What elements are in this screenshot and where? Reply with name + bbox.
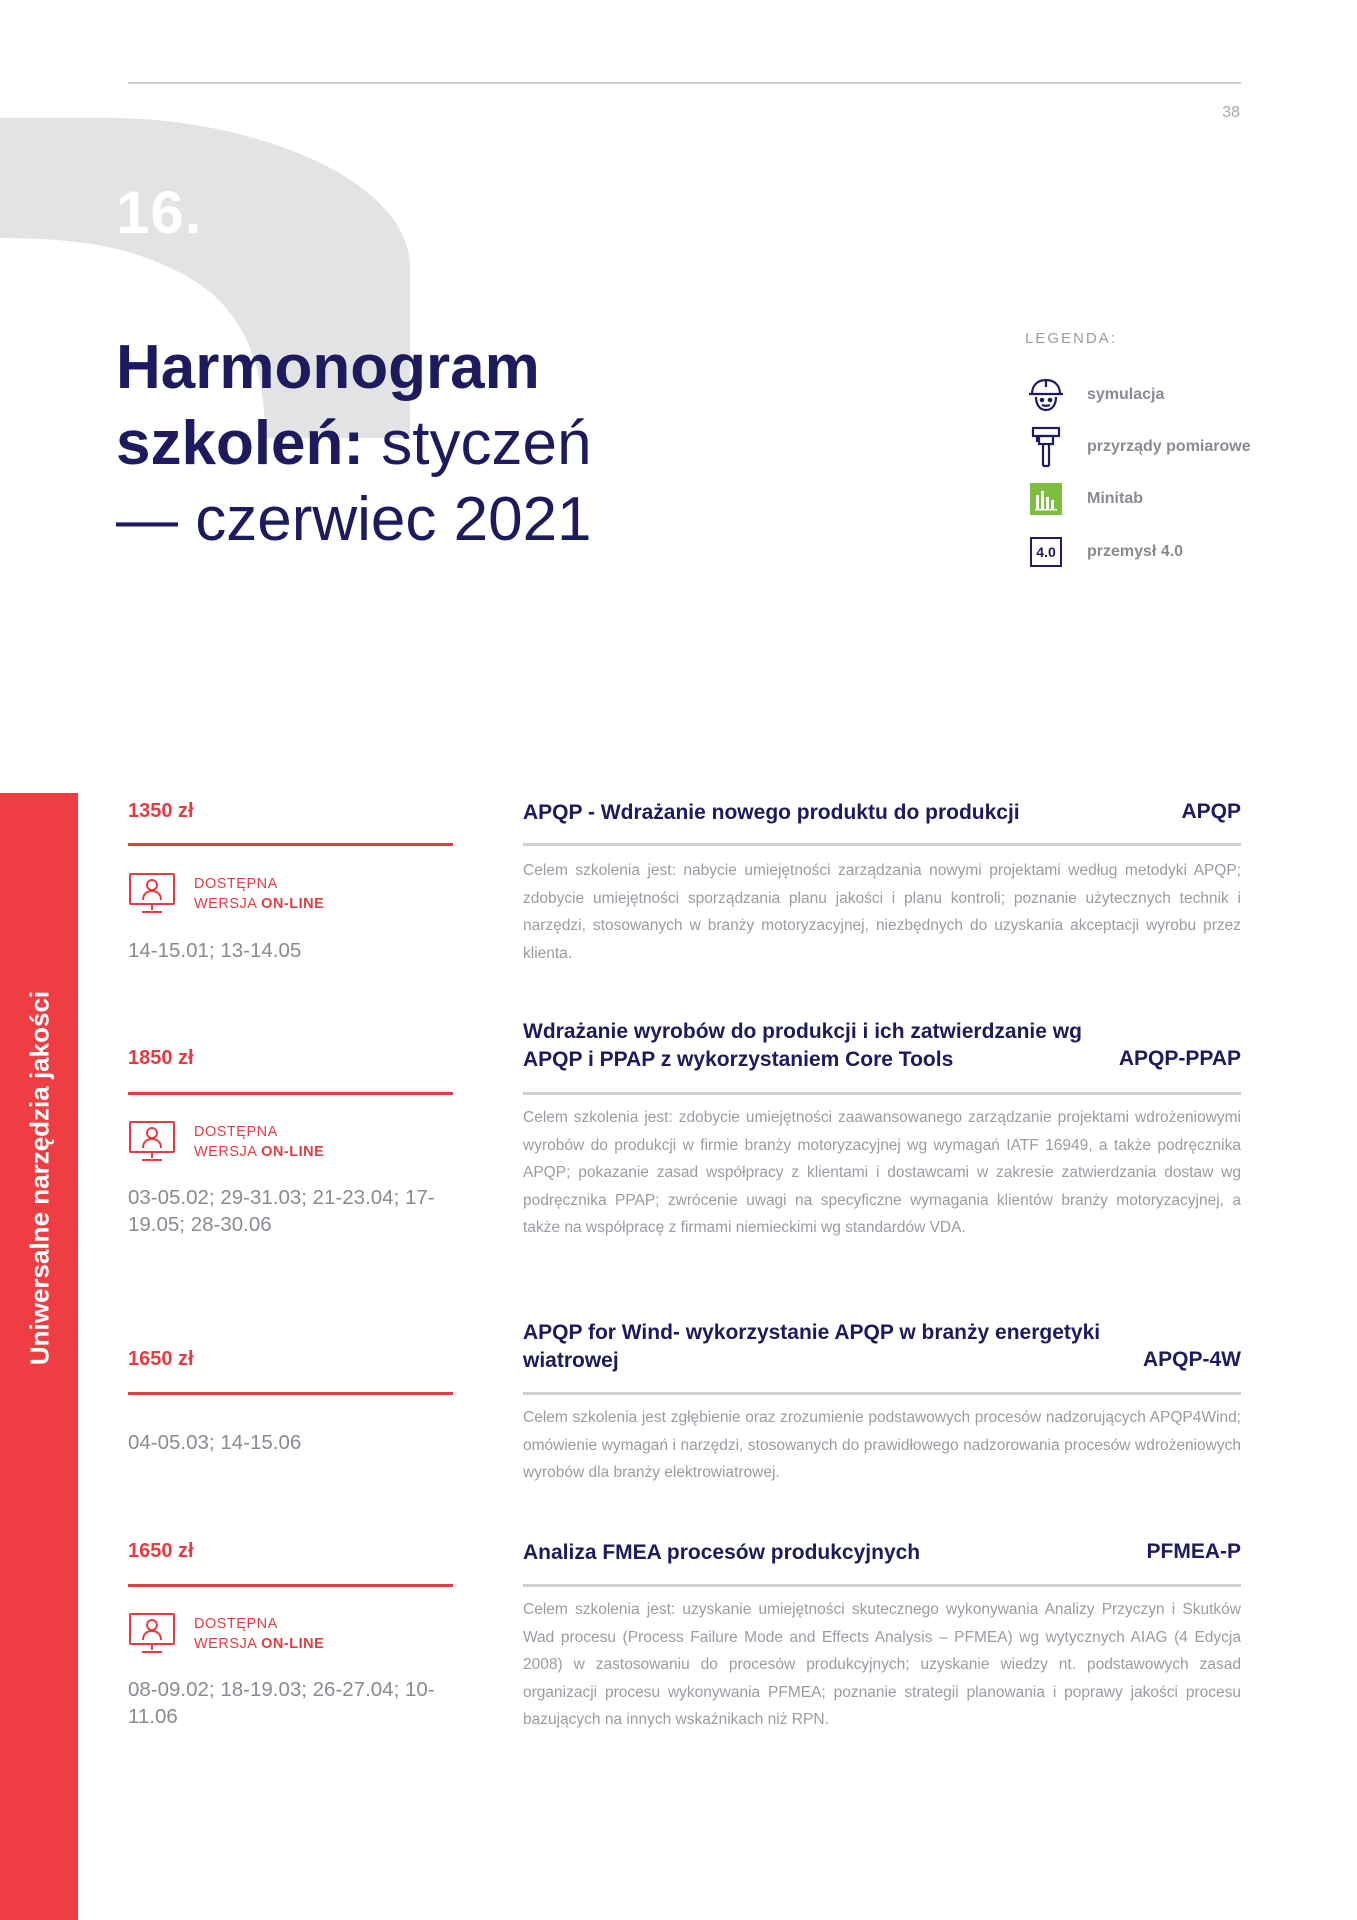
online-badge xyxy=(128,1612,324,1656)
price-rule xyxy=(128,1392,453,1395)
online-line1: DOSTĘPNA xyxy=(194,1124,278,1140)
course-rule xyxy=(523,1584,1241,1587)
course-price: 1650 zł xyxy=(128,1540,194,1562)
course-description: Celem szkolenia jest: uzyskanie umiejętności skutecznego wykonywania Analizy Przyczyn i Skutków Wad procesu (Process Failure Mode and Effects Analysis – PFMEA) wg wytycznych AIAG (4 Edycja 2008) w zastosowaniu do procesów produkcyjnych; uzyskanie wiedzy nt. podstawowych zasad organizacji procesu wykonywania PFMEA; poznanie strategii planowania i poprawy jakości procesu bazujących na innych wskaźnikach niż RPN. xyxy=(523,1601,1241,1728)
online-line1: DOSTĘPNA xyxy=(194,876,278,892)
price-rule xyxy=(128,843,453,846)
online-badge xyxy=(128,1120,324,1164)
online-monitor-icon xyxy=(128,1612,176,1656)
industry-4-icon xyxy=(1025,531,1067,573)
course-title: APQP - Wdrażanie nowego produktu do produkcji xyxy=(523,801,1020,824)
course-code: APQP-PPAP xyxy=(1118,1047,1241,1070)
online-line2b: ON-LINE xyxy=(261,896,325,912)
legend-item-symulacja xyxy=(1025,374,1164,416)
course-dates: 08-09.02; 18-19.03; 26-27.04; 10-11.06 xyxy=(128,1678,435,1728)
course-rule xyxy=(523,843,1241,846)
course-title: APQP for Wind- wykorzystanie APQP w branży energetyki wiatrowej xyxy=(523,1321,1101,1372)
online-line2b: ON-LINE xyxy=(261,1144,325,1160)
course-dates: 04-05.03; 14-15.06 xyxy=(128,1431,302,1454)
course-description: Celem szkolenia jest: zdobycie umiejętności zaawansowanego zarządzanie projektami wdrożeniowymi wyrobów do produkcji w firmie branży motoryzacyjnej wg wymagań IATF 16949, a także podręcznika APQP; pokazanie zasad współpracy z klientami i dostawcami w zakresie zatwierdzania dostaw wg podręcznika PPAP; zwrócenie uwagi na specyficzne wymagania klientów branży motoryzacyjnej, a także na współpracę z firmami niemieckimi wg standardów VDA. xyxy=(523,1109,1241,1236)
title-light-2: — czerwiec 2021 xyxy=(116,485,592,554)
sidebar-text: Uniwersalne narzędzia jakości xyxy=(24,990,55,1366)
legend-label: symulacja xyxy=(1087,386,1165,403)
legend-item-minitab xyxy=(1025,478,1143,520)
legend-label: Minitab xyxy=(1087,490,1143,507)
top-rule xyxy=(128,82,1241,84)
course-code: APQP-4W xyxy=(1142,1348,1241,1371)
course-price: 1850 zł xyxy=(128,1047,194,1069)
worker-helmet-icon xyxy=(1025,374,1067,416)
minitab-icon xyxy=(1025,478,1067,520)
course-dates: 14-15.01; 13-14.05 xyxy=(128,939,302,962)
legend-label: przemysł 4.0 xyxy=(1087,543,1184,560)
page-title xyxy=(116,330,592,558)
course-code: APQP xyxy=(1181,800,1241,823)
legend-title: LEGENDA: xyxy=(1025,330,1117,347)
online-line2b: ON-LINE xyxy=(261,1636,325,1652)
online-monitor-icon xyxy=(128,1120,176,1164)
title-light-1: styczeń xyxy=(381,409,592,478)
course-dates: 03-05.02; 29-31.03; 21-23.04; 17-19.05; 28-30.06 xyxy=(128,1186,435,1236)
price-rule xyxy=(128,1092,453,1095)
legend-item-przyrzady xyxy=(1025,426,1251,468)
course-description: Celem szkolenia jest zgłębienie oraz zrozumienie podstawowych procesów nadzorujących APQP4Wind; omówienie wymagań i narzędzi, stosowanych do prawidłowego nadzorowania procesów wdrożeniowych wyrobów dla branży elektrowiatrowej. xyxy=(523,1409,1241,1481)
online-badge xyxy=(128,872,324,916)
legend-label: przyrządy pomiarowe xyxy=(1087,438,1251,455)
section-number: 16. xyxy=(116,179,203,246)
title-bold-1: Harmonogram xyxy=(116,333,540,402)
course-description: Celem szkolenia jest: nabycie umiejętności zarządzania nowymi projektami według metodyki APQP; zdobycie umiejętności sporządzania planu jakości i planu kontroli; poznanie użytecznych technik i narzędzi, stosowanych w branży motoryzacyjnej, niezbędnych do uzyskania akceptacji wyrobu przez klienta. xyxy=(523,862,1241,962)
page-number: 38 xyxy=(1222,104,1240,121)
course-title: Analiza FMEA procesów produkcyjnych xyxy=(523,1541,921,1564)
course-code: PFMEA-P xyxy=(1146,1540,1241,1563)
course-price: 1350 zł xyxy=(128,800,194,822)
online-line2a: WERSJA xyxy=(194,896,262,912)
course-title: Wdrażanie wyrobów do produkcji i ich zatwierdzanie wg APQP i PPAP z wykorzystaniem Core Tools xyxy=(523,1020,1082,1071)
course-price: 1650 zł xyxy=(128,1348,194,1370)
industry-4-icon-text: 4.0 xyxy=(1030,537,1062,567)
online-line1: DOSTĘPNA xyxy=(194,1616,278,1632)
online-line2a: WERSJA xyxy=(194,1144,262,1160)
course-rule xyxy=(523,1092,1241,1095)
legend-item-przemysl xyxy=(1025,531,1183,573)
title-bold-2: szkoleń: xyxy=(116,409,365,478)
course-rule xyxy=(523,1392,1241,1395)
online-line2a: WERSJA xyxy=(194,1636,262,1652)
online-monitor-icon xyxy=(128,872,176,916)
caliper-icon xyxy=(1025,426,1067,468)
price-rule xyxy=(128,1584,453,1587)
